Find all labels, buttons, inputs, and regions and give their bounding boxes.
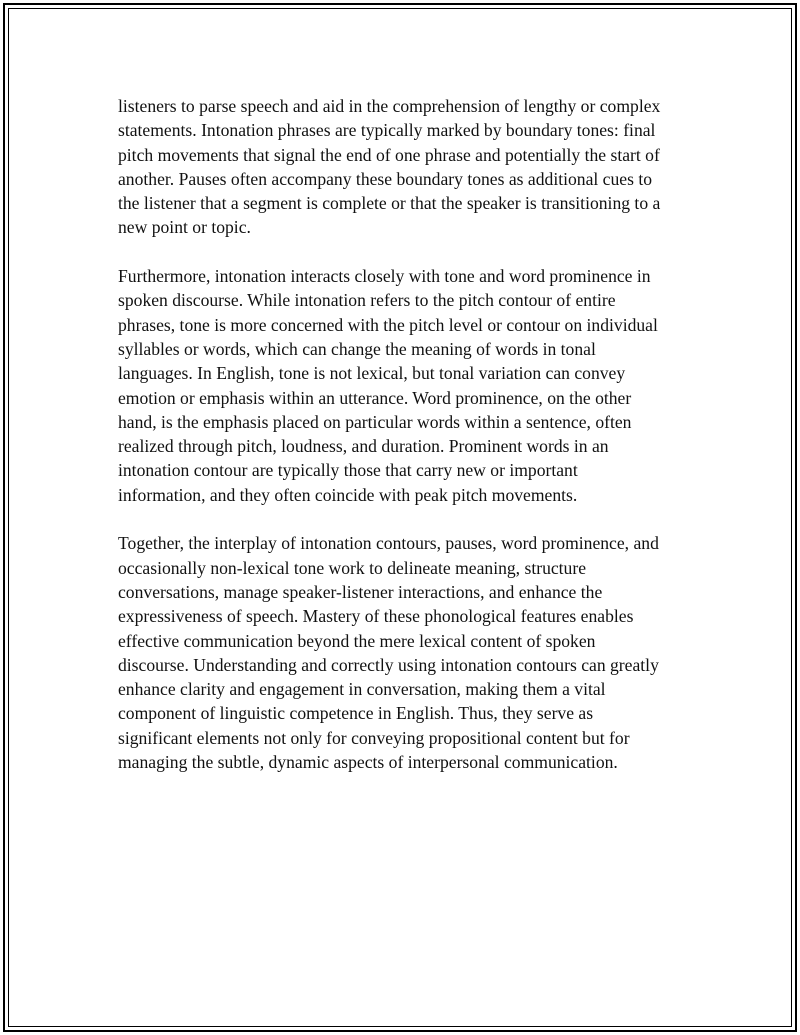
- text-line: realized through pitch, loudness, and duration. Prominent words in an: [118, 436, 609, 457]
- text-line: Together, the interplay of intonation contours, pauses, word prominence, and: [118, 533, 659, 554]
- text-line: Furthermore, intonation interacts closely with tone and word prominence in: [118, 266, 651, 287]
- text-line: effective communication beyond the mere lexical content of spoken: [118, 630, 596, 651]
- paragraph-3: [118, 531, 688, 774]
- text-line: languages. In English, tone is not lexical, but tonal variation can convey: [118, 363, 626, 384]
- text-line: new point or topic.: [118, 217, 251, 238]
- paragraph-spacer: [118, 240, 688, 264]
- text-line: syllables or words, which can change the meaning of words in tonal: [118, 338, 596, 359]
- text-line: discourse. Understanding and correctly using intonation contours can greatly: [118, 654, 659, 675]
- paragraph-2: [118, 264, 688, 507]
- document-body: [118, 94, 688, 774]
- text-line: intonation contour are typically those that carry new or important: [118, 460, 578, 481]
- text-line: listeners to parse speech and aid in the comprehension of lengthy or complex: [118, 96, 661, 116]
- text-line: pitch movements that signal the end of one phrase and potentially the start of: [118, 144, 660, 165]
- text-line: enhance clarity and engagement in conversation, making them a vital: [118, 679, 606, 700]
- text-line: managing the subtle, dynamic aspects of interpersonal communication.: [118, 752, 618, 773]
- text-line: emotion or emphasis within an utterance. Word prominence, on the other: [118, 387, 632, 408]
- text-line: occasionally non-lexical tone work to delineate meaning, structure: [118, 557, 587, 578]
- text-line: hand, is the emphasis placed on particular words within a sentence, often: [118, 411, 632, 432]
- text-line: statements. Intonation phrases are typically marked by boundary tones: final: [118, 120, 656, 141]
- text-line: information, and they often coincide with peak pitch movements.: [118, 484, 578, 505]
- text-line: another. Pauses often accompany these boundary tones as additional cues to: [118, 168, 653, 189]
- text-line: phrases, tone is more concerned with the pitch level or contour on individual: [118, 314, 658, 335]
- text-line: conversations, manage speaker-listener interactions, and enhance the: [118, 581, 603, 602]
- paragraph-1: [118, 94, 688, 240]
- text-line: component of linguistic competence in English. Thus, they serve as: [118, 703, 594, 724]
- text-line: expressiveness of speech. Mastery of these phonological features enables: [118, 606, 634, 627]
- paragraph-spacer: [118, 507, 688, 531]
- text-line: significant elements not only for conveying propositional content but for: [118, 727, 630, 748]
- text-line: spoken discourse. While intonation refers to the pitch contour of entire: [118, 290, 616, 311]
- text-line: the listener that a segment is complete or that the speaker is transitioning to a: [118, 193, 661, 214]
